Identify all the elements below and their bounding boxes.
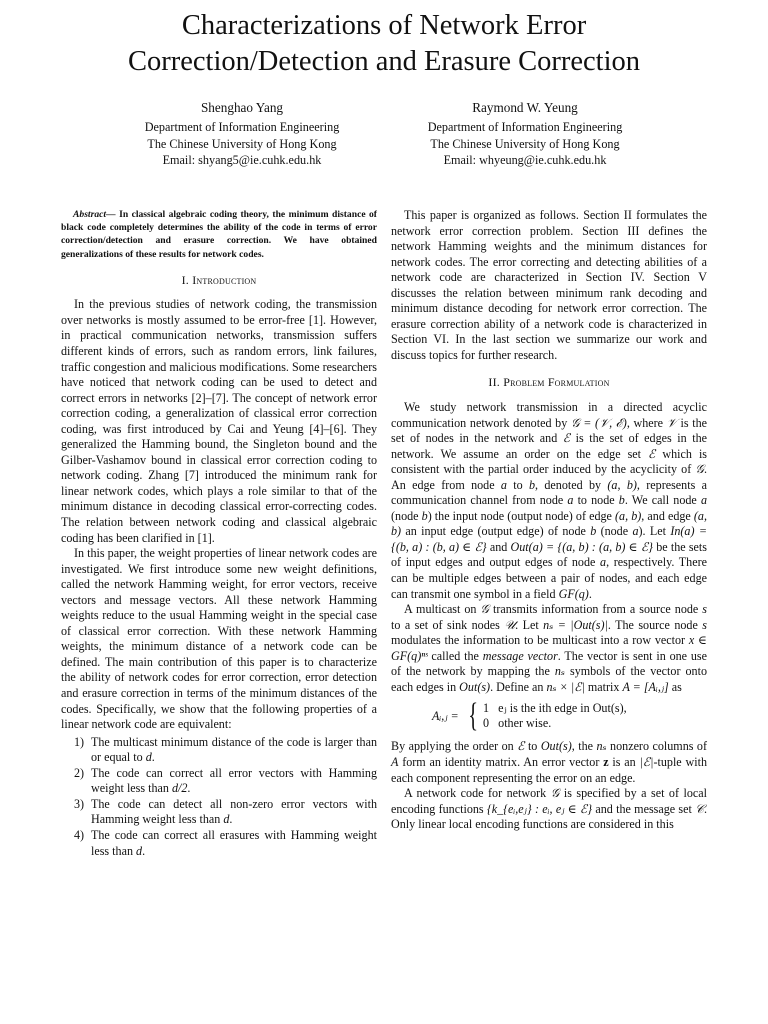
title-line-2: Correction/Detection and Erasure Correction	[127, 46, 640, 77]
equation-case-1: 1 eⱼ is the ith edge in Out(s),	[483, 701, 627, 716]
author-block	[375, 99, 675, 169]
equation-cases	[483, 701, 627, 731]
intro-paragraph-1: In the previous studies of network coding, the transmission over networks is mostly assumed to be error-free [1]. However, in practical communication networks, transmission suffers different kinds of errors, such as random errors, link failures, traffic congestion and malicious modifications. Some researchers have noticed that network coding can be used to detect and correct errors in networks [2]–[7]. The concept of network error correction coding, a generalization of classical error correction coding, was first introduced by Cai and Yeung [4]–[6]. They generalized the Hamming bound, the Singleton bound and the Gilber-Vashamov bound in classical error correction coding to network coding. Zhang [7] introduced the minimum rank for linear network codes, which plays a role similar to that of the minimum distance in decoding classical error-correcting codes. The relation between network coding and classical algebraic coding has been clarified in [1].	[61, 297, 377, 545]
problem-paragraph-3: By applying the order on ℰ to Out(s), the nₛ nonzero columns of A form an identity matrix. An error vector z is an |ℰ|-tuple with each component representing the error on an edge.	[391, 739, 707, 785]
equation-lhs: Aᵢ,ⱼ =	[432, 708, 459, 723]
abstract	[61, 208, 377, 261]
list-item: 2) The code can correct all error vectors with Hamming weight less than d/2.	[74, 765, 377, 796]
left-brace: {	[467, 697, 478, 735]
equation-case-2: 0 other wise.	[483, 716, 552, 731]
author-name: Shenghao Yang	[200, 100, 284, 115]
author-email: Email: shyang5@ie.cuhk.edu.hk	[162, 153, 322, 167]
problem-paragraph-2: A multicast on 𝒢 transmits information from a source node s to a set of sink nodes 𝒰. Let nₛ = |Out(s)|. The source node s modulates the information to be multicast into a row vector x ∈ GF(q)ⁿˢ called the message vector. The vector is sent in one use of the network by mapping the nₛ symbols of the vector onto each edges in Out(s). Define an nₛ × |ℰ| matrix A = [Aᵢ,ⱼ] as	[391, 602, 708, 694]
matrix-definition-equation	[432, 697, 707, 735]
organization-paragraph: This paper is organized as follows. Section II formulates the network error correction problem. Section III defines the network Hamming weights and the minimum distances for network codes. The error correcting and detecting abilities of a network code are characterized in Section IV. Section V discusses the relation between minimum rank decoding and minimum distance decoding for network error correction. The erasure correction ability of a network code is characterized in Section VI. In the last section we summarize our work and discuss topics for further research.	[391, 208, 707, 362]
intro-paragraph-2: In this paper, the weight properties of linear network codes are investigated. We first introduce some new weight definitions, called the network Hamming weight, for error vectors, receive vectors and message vectors. All these network Hamming weights reduce to the usual Hamming weight in the special case of classical error correction. With these network Hamming weights, the minimum distance of a network code can be defined. The main contribution of this paper is to characterize the ability of network codes for error correction, error detection and erasure correction in terms of the minimum distances of the codes. Specifically, we show that the following properties of a linear network code are equivalent:	[61, 546, 377, 732]
problem-paragraph-1: We study network transmission in a directed acyclic communication network denoted by 𝒢 = (𝒱, ℰ), where 𝒱 is the set of nodes in the network and ℰ is the set of edges in the network. We assume an order on the edge set ℰ which is consistent with the partial order induced by the acyclicity of 𝒢. An edge from node a to b, denoted by (a, b), represents a communication channel from node a to node b. We call node a (node b) the input node (output node) of edge (a, b), and edge (a, b) an input edge (output edge) of node b (node a). Let In(a) = {(b, a) : (b, a) ∈ ℰ} and Out(a) = {(a, b) : (a, b) ∈ ℰ} be the sets of input edges and output edges of node a, respectively. There can be multiple edges between a pair of nodes, and each edge can transmit one symbol in a field GF(q).	[391, 400, 708, 601]
author-email: Email: whyeung@ie.cuhk.edu.hk	[443, 153, 607, 167]
author-block	[92, 99, 392, 169]
list-item: 4) The code can correct all erasures with Hamming weight less than d.	[74, 827, 377, 858]
section-heading-introduction: I. Introduction	[181, 272, 257, 287]
author-university: The Chinese University of Hong Kong	[147, 136, 337, 151]
problem-paragraph-4: A network code for network 𝒢 is specified by a set of local encoding functions {k_{eᵢ,eⱼ} : eᵢ, eⱼ ∈ ℰ} and the message set 𝒞. Only linear local encoding functions are considered in this	[391, 786, 708, 832]
abstract-label: Abstract—	[73, 209, 116, 220]
section-heading-problem-formulation: II. Problem Formulation	[488, 375, 610, 390]
list-item: 3) The code can detect all non-zero error vectors with Hamming weight less than d.	[74, 796, 377, 827]
author-name: Raymond W. Yeung	[472, 100, 578, 115]
property-list	[61, 735, 377, 859]
title-line-1: Characterizations of Network Error	[181, 10, 587, 41]
paper-title	[0, 8, 768, 80]
author-department: Department of Information Engineering	[144, 120, 340, 134]
abstract-text: In classical algebraic coding theory, the minimum distance of black code completely determines the ability of the code in terms of error correction/detection and erasure correction. We have obtained generalizations of these results for network codes.	[61, 209, 377, 260]
right-column	[391, 208, 707, 833]
author-department: Department of Information Engineering	[427, 120, 623, 134]
author-university: The Chinese University of Hong Kong	[430, 136, 620, 151]
list-item: 1) The multicast minimum distance of the code is larger than or equal to d.	[74, 734, 377, 765]
left-column	[61, 208, 377, 859]
